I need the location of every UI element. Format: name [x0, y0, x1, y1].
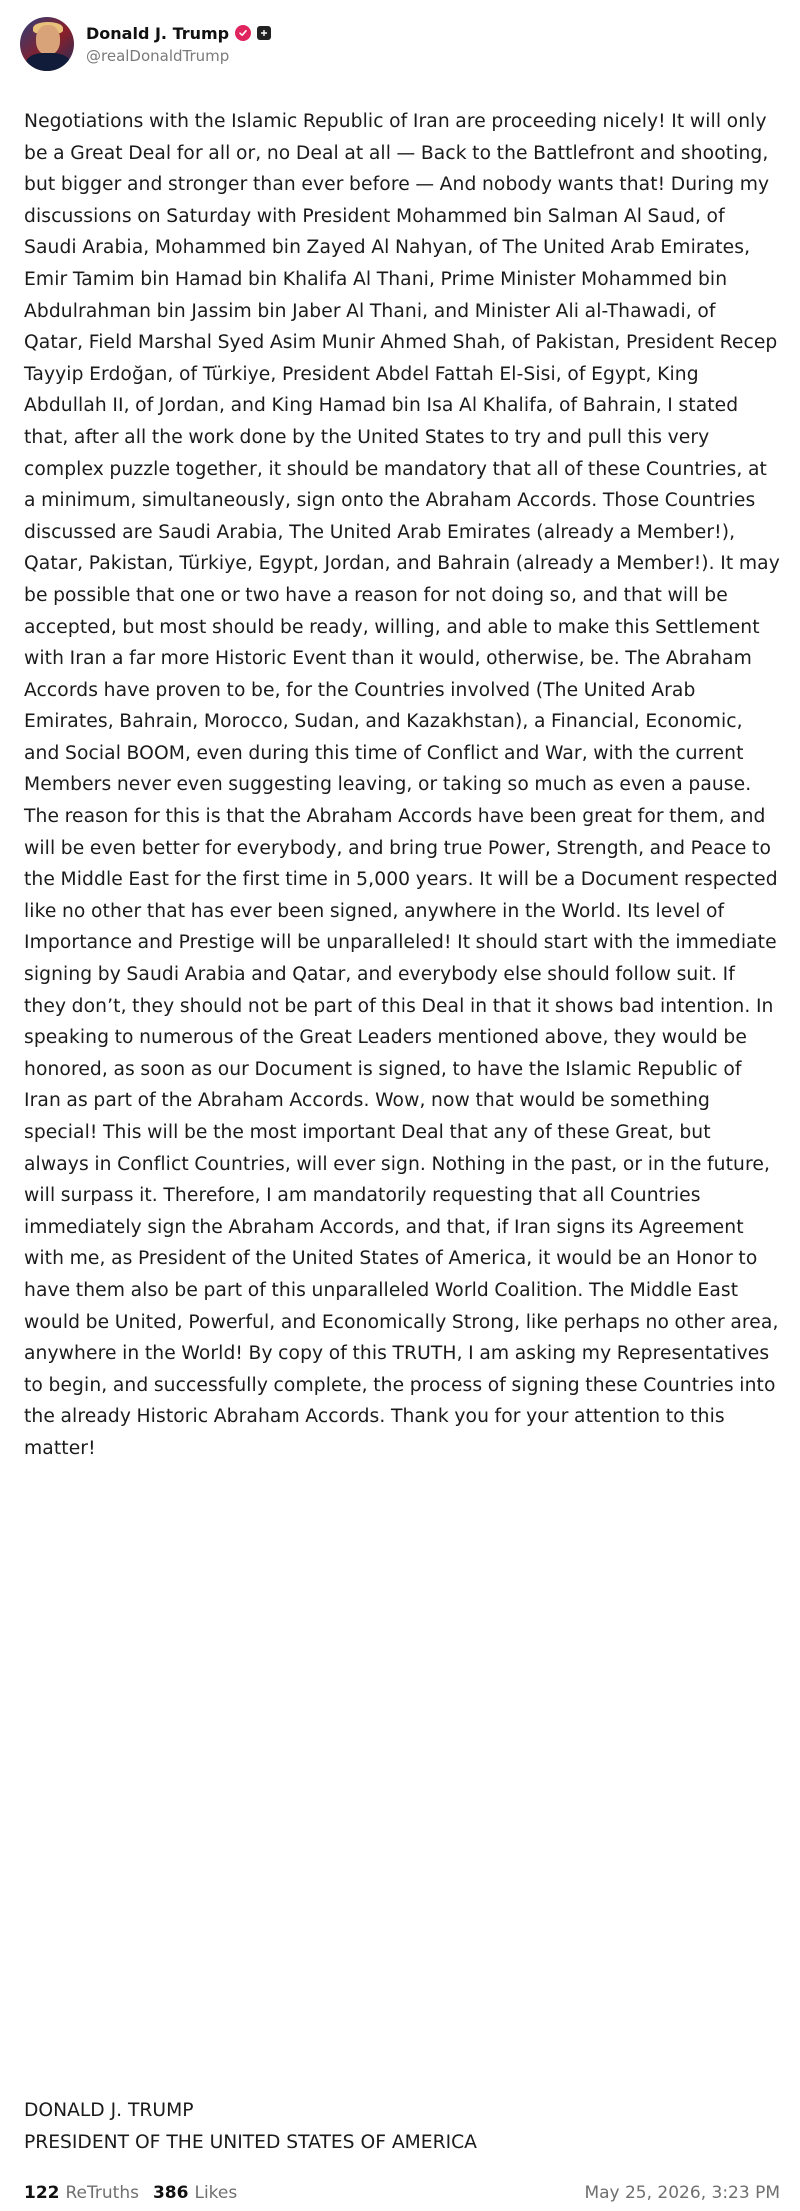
likes-count[interactable]: 386	[152, 2183, 189, 2203]
avatar-suit	[26, 53, 70, 71]
square-icon	[257, 26, 271, 40]
avatar[interactable]	[20, 17, 74, 71]
verified-badge-icon	[235, 25, 251, 41]
post-body: Negotiations with the Islamic Republic of Iran are proceeding nicely! It will only be a Great Deal for all or, no Deal at all — Back to the Battlefront and shooting, but bigger and stronger than ever before — And nobody wants that! During my discussions on Saturday with President Mohammed bin Salman Al Saud, of Saudi Arabia, Mohammed bin Zayed Al Nahyan, of The United Arab Emirates, Emir Tamim bin Hamad bin Khalifa Al Thani, Prime Minister Mohammed bin Abdulrahman bin Jassim bin Jaber Al Thani, and Minister Ali al-Thawadi, of Qatar, Field Marshal Syed Asim Munir Ahmed Shah, of Pakistan, President Recep Tayyip Erdoğan, of Türkiye, President Abdel Fattah El-Sisi, of Egypt, King Abdullah II, of Jordan, and King Hamad bin Isa Al Khalifa, of Bahrain, I stated that, after all the work done by the United States to try and pull this very complex puzzle together, it should be mandatory that all of these Countries, at a minimum, simultaneously, sign onto the Abraham Accords. Those Countries discussed are Saudi Arabia, The United Arab Emirates (already a Member!), Qatar, Pakistan, Türkiye, Egypt, Jordan, and Bahrain (already a Member!). It may be possible that one or two have a reason for not doing so, and that will be accepted, but most should be ready, willing, and able to make this Settlement with Iran a far more Historic Event than it would, otherwise, be. The Abraham Accords have proven to be, for the Countries involved (The United Arab Emirates, Bahrain, Morocco, Sudan, and Kazakhstan), a Financial, Economic, and Social BOOM, even during this time of Conflict and War, with the current Members never even suggesting leaving, or taking so much as even a pause. The reason for this is that the Abraham Accords have been great for them, and will be even better for everybody, and bring true Power, Strength, and Peace to the Middle East for the first time in 5,000 years. It will be a Document respected like no other that has ever been signed, anywhere in the World. Its level of Importance and Prestige will be unparalleled! It should start with the immediate signing by Saudi Arabia and Qatar, and everybody else should follow suit. If they don’t, they should not be part of this Deal in that it shows bad intention. In speaking to numerous of the Great Leaders mentioned above, they would be honored, as soon as our Document is signed, to have the Islamic Republic of Iran as part of the Abraham Accords. Wow, now that would be something special! This will be the most important Deal that any of these Great, but always in Conflict Countries, will ever sign. Nothing in the past, or in the future, will surpass it. Therefore, I am mandatorily requesting that all Countries immediately sign the Abraham Accords, and that, if Iran signs its Agreement with me, as President of the United States of America, it would be an Honor to have them also be part of this unparalleled World Coalition. The Middle East would be United, Powerful, and Economically Strong, like perhaps no other area, anywhere in the World! By copy of this TRUTH, I am asking my Representatives to begin, and successfully complete, the process of signing these Countries into the already Historic Abraham Accords. Thank you for your attention to this matter!	[24, 111, 780, 1459]
avatar-face	[36, 25, 60, 55]
retruths-label[interactable]: ReTruths	[65, 2183, 139, 2203]
post-signature	[24, 2095, 780, 2158]
post-header	[20, 14, 271, 74]
name-row	[86, 24, 271, 43]
author-info	[86, 24, 271, 65]
post-footer	[24, 2182, 780, 2204]
retruths-count[interactable]: 122	[24, 2183, 60, 2203]
author-display-name[interactable]: Donald J. Trump	[86, 23, 230, 43]
author-handle[interactable]: @realDonaldTrump	[86, 46, 230, 65]
signature-name: DONALD J. TRUMP	[24, 2100, 194, 2121]
signature-title: PRESIDENT OF THE UNITED STATES OF AMERICA	[24, 2131, 477, 2153]
likes-label[interactable]: Likes	[194, 2183, 238, 2203]
post-timestamp[interactable]: May 25, 2026, 3:23 PM	[584, 2183, 780, 2203]
